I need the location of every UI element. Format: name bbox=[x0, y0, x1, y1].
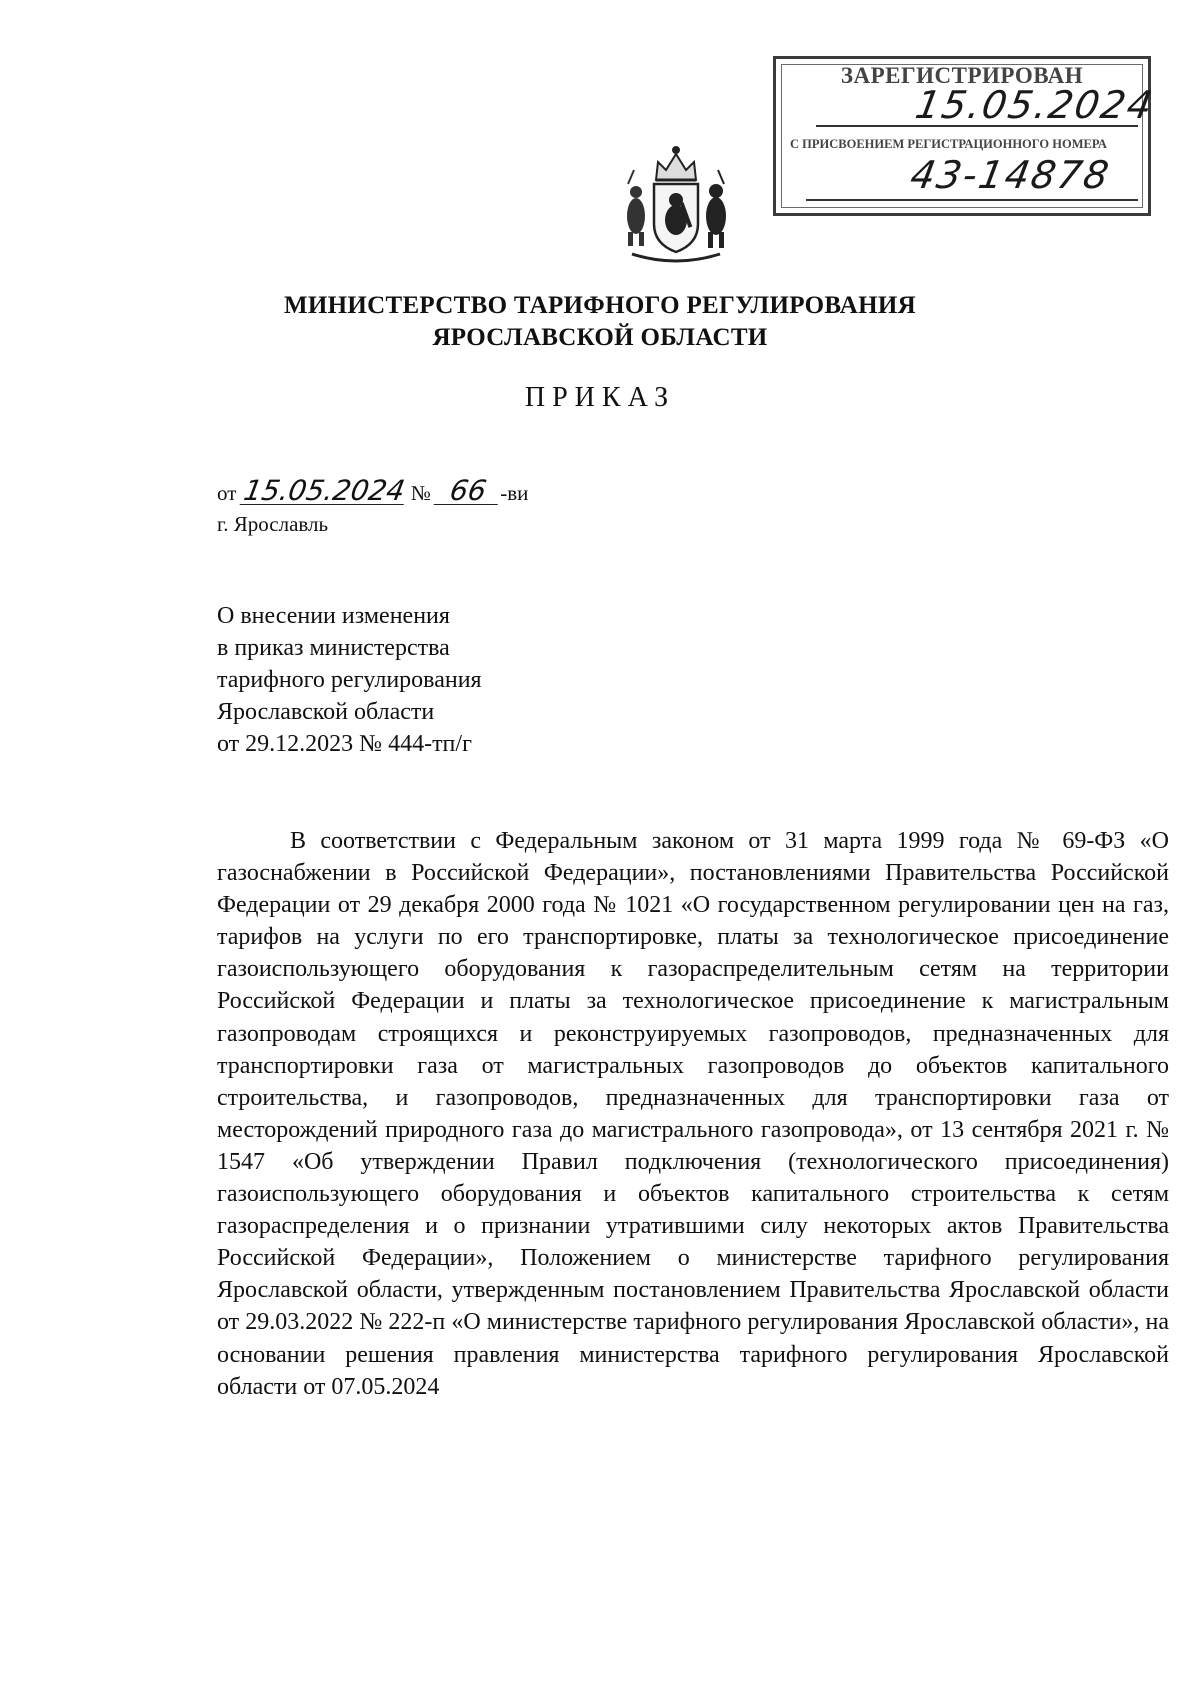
stamp-title: ЗАРЕГИСТРИРОВАН bbox=[840, 63, 1084, 88]
order-date: 15.05.2024 bbox=[240, 474, 408, 507]
order-subject bbox=[217, 600, 617, 760]
order-number-label: № bbox=[410, 481, 431, 505]
ministry-name-line: МИНИСТЕРСТВО ТАРИФНОГО РЕГУЛИРОВАНИЯ bbox=[283, 292, 916, 319]
subject-line: в приказ министерства bbox=[217, 635, 450, 661]
subject-line: от 29.12.2023 № 444-тп/г bbox=[217, 731, 472, 757]
subject-line: О внесении изменения bbox=[217, 603, 450, 629]
order-from-label: от bbox=[217, 481, 237, 505]
body-paragraph: В соответствии с Федеральным законом от 31 марта 1999 года № 69-ФЗ «О газоснабжении в Российской Федерации», постановлениями Правительства Российской Федерации от 29 декабря 2000 года № 1021 «О государственном регулировании цен на газ, тарифов на услуги по его транспортировке, платы за технологическое присоединение газоиспользующего оборудования к газораспределительным сетям на территории Российской Федерации и платы за технологическое присоединение к магистральным газопроводам строящихся и реконструируемых газопроводов, предназначенных для транспортировки газа от магистральных газопроводов до объектов капитального строительства, и газопроводов, предназначенных для транспортировки газа от месторождений природного газа до магистрального газопровода», от 13 сентября 2021 г. № 1547 «Об утверждении Правил подключения (технологического присоединения) газоиспользующего оборудования и объектов капитального строительства к сетям газораспределения и о признании утратившими силу некоторых актов Правительства Российской Федерации», Положением о министерстве тарифного регулирования Ярославской области, утвержденным постановлением Правительства Ярославской области от 29.03.2022 № 222-п «О министерстве тарифного регулирования Ярославской области», на основании решения правления министерства тарифного регулирования Ярославской области от 07.05.2024 bbox=[217, 828, 1169, 1400]
ministry-name-line: ЯРОСЛАВСКОЙ ОБЛАСТИ bbox=[432, 324, 768, 351]
stamp-divider bbox=[816, 125, 1138, 127]
subject-line: тарифного регулирования bbox=[217, 667, 482, 693]
document-type: ПРИКАЗ bbox=[524, 382, 676, 413]
order-number: 66 bbox=[434, 478, 503, 505]
stamp-divider bbox=[806, 199, 1138, 201]
stamp-subtitle: С ПРИСВОЕНИЕМ РЕГИСТРАЦИОННОГО НОМЕРА bbox=[790, 137, 1107, 151]
stamp-date: 15.05.2024 bbox=[912, 83, 1158, 127]
order-details bbox=[217, 474, 529, 507]
ministry-name bbox=[200, 290, 1000, 354]
order-city: г. Ярославль bbox=[217, 512, 329, 536]
registration-stamp bbox=[773, 56, 1158, 216]
coat-of-arms-icon bbox=[614, 140, 738, 268]
stamp-registration-number: 43-14878 bbox=[907, 153, 1114, 197]
order-number-suffix: -ви bbox=[500, 481, 529, 505]
subject-line: Ярославской области bbox=[217, 699, 435, 725]
